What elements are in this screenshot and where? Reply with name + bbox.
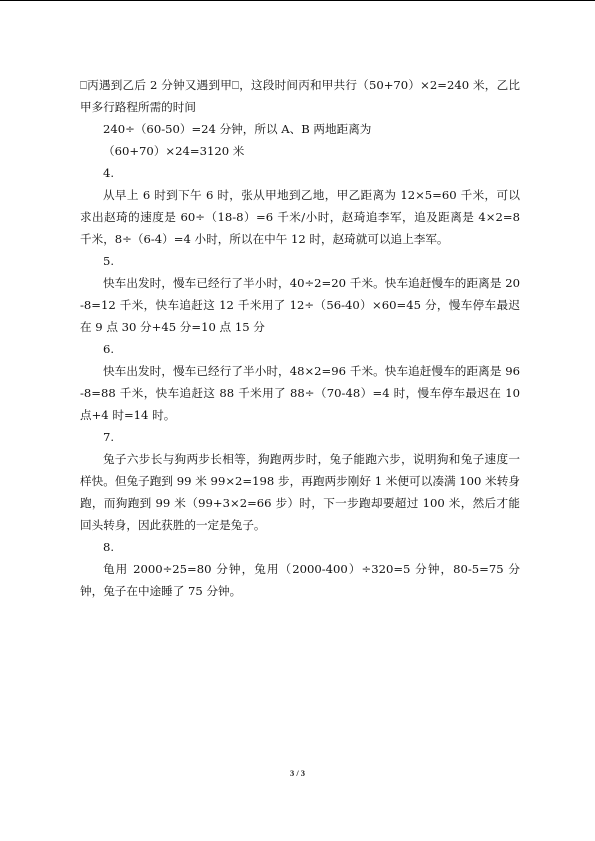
answer-number: 8. xyxy=(103,540,115,554)
answer-paragraph: 龟用 2000÷25=80 分钟，兔用（2000-400）÷320=5 分钟，80-5=75 分钟，兔子在中途睡了 75 分钟。 xyxy=(80,562,520,598)
answer-paragraph: 从早上 6 时到下午 6 时，张从甲地到乙地，甲乙距离为 12×5=60 千米，可以求出赵琦的速度是 60÷（18-8）=6 千米/小时，赵琦追李军，追及距离是 4×2=8 千米，8÷（6-4）=4 小时，所以在中午 12 时，赵琦就可以追上李军。 xyxy=(80,188,520,246)
answer-number: 7. xyxy=(103,430,115,444)
answer-paragraph: 快车出发时，慢车已经行了半小时，48×2=96 千米。快车追赶慢车的距离是 96-8=88 千米，快车追赶这 88 千米用了 88÷（70-48）=4 时，慢车停车最迟在 10 点+4 时=14 时。 xyxy=(80,364,520,422)
answer-paragraph: 240÷（60-50）=24 分钟，所以 A、B 两地距离为 xyxy=(103,122,372,136)
answer-paragraph: ⎕丙遇到乙后 2 分钟又遇到甲⎕，这段时间丙和甲共行（50+70）×2=240 米，乙比甲多行路程所需的时间 xyxy=(80,78,520,114)
answer-number: 6. xyxy=(103,342,115,356)
answer-paragraph: （60+70）×24=3120 米 xyxy=(103,144,245,158)
answer-number: 5. xyxy=(103,254,115,268)
answer-paragraph: 兔子六步长与狗两步长相等，狗跑两步时，兔子能跑六步，说明狗和兔子速度一样快。但兔子跑到 99 米 99×2=198 步，再跑两步刚好 1 米便可以凑满 100 米转身跑，而狗跑到 99 米（99+3×2=66 步）时，下一步跑却要超过 100 米，然后才能回头转身，因此获胜的一定是兔子。 xyxy=(80,452,520,532)
answer-number: 4. xyxy=(103,166,115,180)
answer-paragraph: 快车出发时，慢车已经行了半小时，40÷2=20 千米。快车追赶慢车的距离是 20-8=12 千米，快车追赶这 12 千米用了 12÷（56-40）×60=45 分，慢车停车最迟在 9 点 30 分+45 分=10 点 15 分 xyxy=(80,276,520,334)
top-rule xyxy=(0,0,595,1)
document-body xyxy=(80,74,520,602)
page-number: 3 / 3 xyxy=(289,768,306,778)
